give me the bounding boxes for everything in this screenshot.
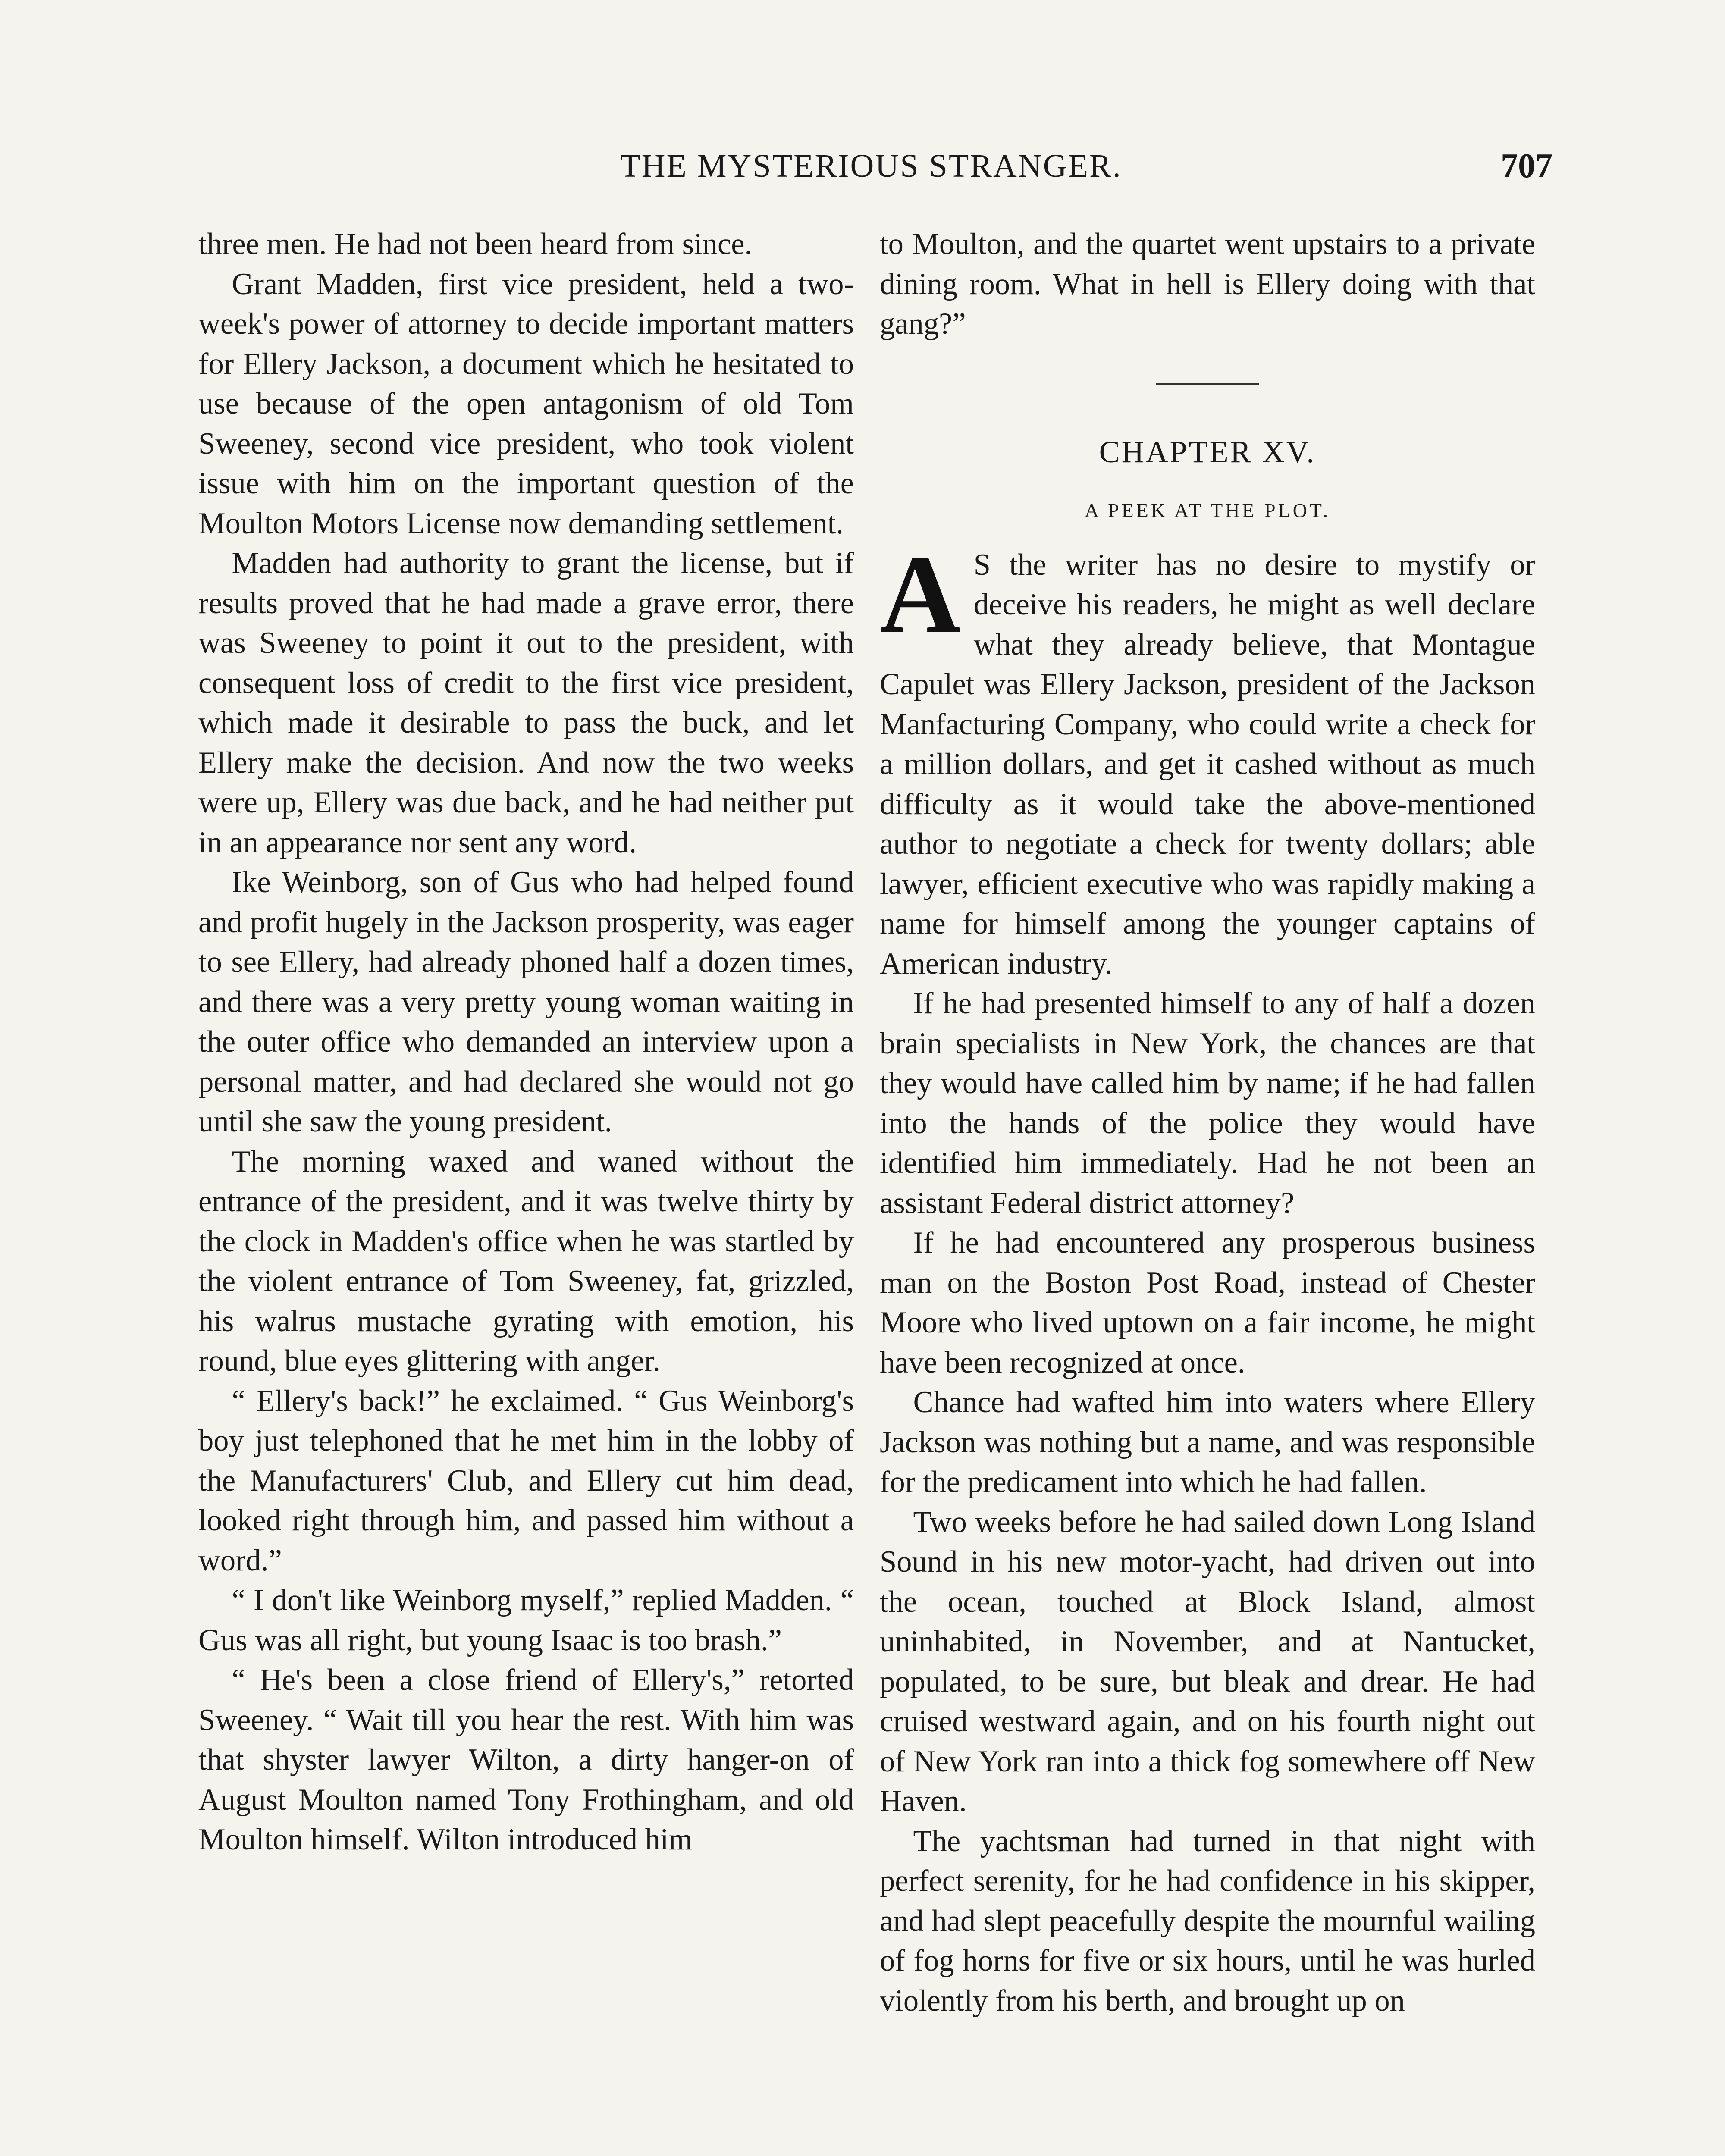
- paragraph: Madden had authority to grant the license, but if results proved that he had made a grave error, there was Sweeney to point it out to the president, with consequent loss of credit to the first vice president, which made it desirable to pass the buck, and let Ellery make the decision. And now the two weeks were up, Ellery was due back, and he had neither put in an appearance nor sent any word.: [198, 546, 854, 859]
- paragraph: Chance had wafted him into waters where Ellery Jackson was nothing but a name, and was responsible for the predicament into which he had fallen.: [880, 1385, 1535, 1499]
- section-divider: [1156, 383, 1259, 385]
- page-number: 707: [1501, 147, 1552, 185]
- chapter-title: CHAPTER XV.: [1099, 434, 1316, 469]
- paragraph: If he had presented himself to any of half a dozen brain specialists in New York, the chances are that they would have called him by name; if he had fallen into the hands of the police they would have identified him immediately. Had he not been an assistant Federal district attorney?: [880, 987, 1535, 1220]
- paragraph: “ Ellery's back!” he exclaimed. “ Gus Weinborg's boy just telephoned that he met him in the lobby of the Manufacturers' Club, and Ellery cut him dead, looked right through him, and passed him without a word.”: [198, 1384, 854, 1577]
- paragraph: Grant Madden, first vice president, held a two-week's power of attorney to decide important matters for Ellery Jackson, a document which he hesitated to use because of the open antagonism of old Tom Sweeney, second vice president, who took violent issue with him on the important question of the Moulton Motors License now demanding settlement.: [198, 267, 854, 540]
- paragraph: “ He's been a close friend of Ellery's,” retorted Sweeney. “ Wait till you hear the rest. With him was that shyster lawyer Wilton, a dirty hanger-on of August Moulton named Tony Frothingham, and old Moulton himself. Wilton introduced him: [198, 1663, 854, 1856]
- page-header: [190, 142, 1552, 198]
- opening-text: S the writer has no desire to mystify or deceive his readers, he might as well declare what they already believe, that Montague Capulet was Ellery Jackson, president of the Jackson Manfacturing Company, who could write a check for a million dollars, and get it cashed without as much difficulty as it would take the above-mentioned author to negotiate a check for twenty dollars; able lawyer, efficient executive who was rapidly making a name for himself among the younger captains of American industry.: [880, 548, 1535, 981]
- paragraph: If he had encountered any prosperous business man on the Boston Post Road, instead of Chester Moore who lived uptown on a fair income, he might have been recognized at once.: [880, 1226, 1535, 1379]
- paragraph: The yachtsman had turned in that night with perfect serenity, for he had confidence in his skipper, and had slept peacefully despite the mournful wailing of fog horns for five or six hours, until he was hurled violently from his berth, and brought up on: [880, 1824, 1535, 2018]
- chapter-subtitle: A PEEK AT THE PLOT.: [1084, 499, 1331, 521]
- drop-cap: A: [880, 532, 961, 656]
- paragraph: “ I don't like Weinborg myself,” replied Madden. “ Gus was all right, but young Isaac is too brash.”: [198, 1583, 854, 1657]
- left-column: [198, 224, 854, 1860]
- running-title: THE MYSTERIOUS STRANGER.: [620, 148, 1122, 184]
- paragraph: The morning waxed and waned without the entrance of the president, and it was twelve thirty by the clock in Madden's office when he was startled by the violent entrance of Tom Sweeney, fat, grizzled, his walrus mustache gyrating with emotion, his round, blue eyes glittering with anger.: [198, 1144, 854, 1378]
- paragraph: Two weeks before he had sailed down Long Island Sound in his new motor-yacht, had driven out into the ocean, touched at Block Island, almost uninhabited, in November, and at Nantucket, populated, to be sure, but bleak and drear. He had cruised westward again, and on his fourth night out of New York ran into a thick fog somewhere off New Haven.: [880, 1505, 1535, 1818]
- right-column: [880, 224, 1535, 2021]
- paragraph: Ike Weinborg, son of Gus who had helped found and profit hugely in the Jackson prosperity, was eager to see Ellery, had already phoned half a dozen times, and there was a very pretty young woman waiting in the outer office who demanded an interview upon a personal matter, and had declared she would not go until she saw the young president.: [198, 865, 854, 1138]
- paragraph: to Moulton, and the quartet went upstairs to a private dining room. What in hell is Ellery doing with that gang?”: [880, 227, 1535, 341]
- paragraph: three men. He had not been heard from since.: [198, 227, 753, 261]
- chapter-opening-paragraph: [880, 532, 1535, 984]
